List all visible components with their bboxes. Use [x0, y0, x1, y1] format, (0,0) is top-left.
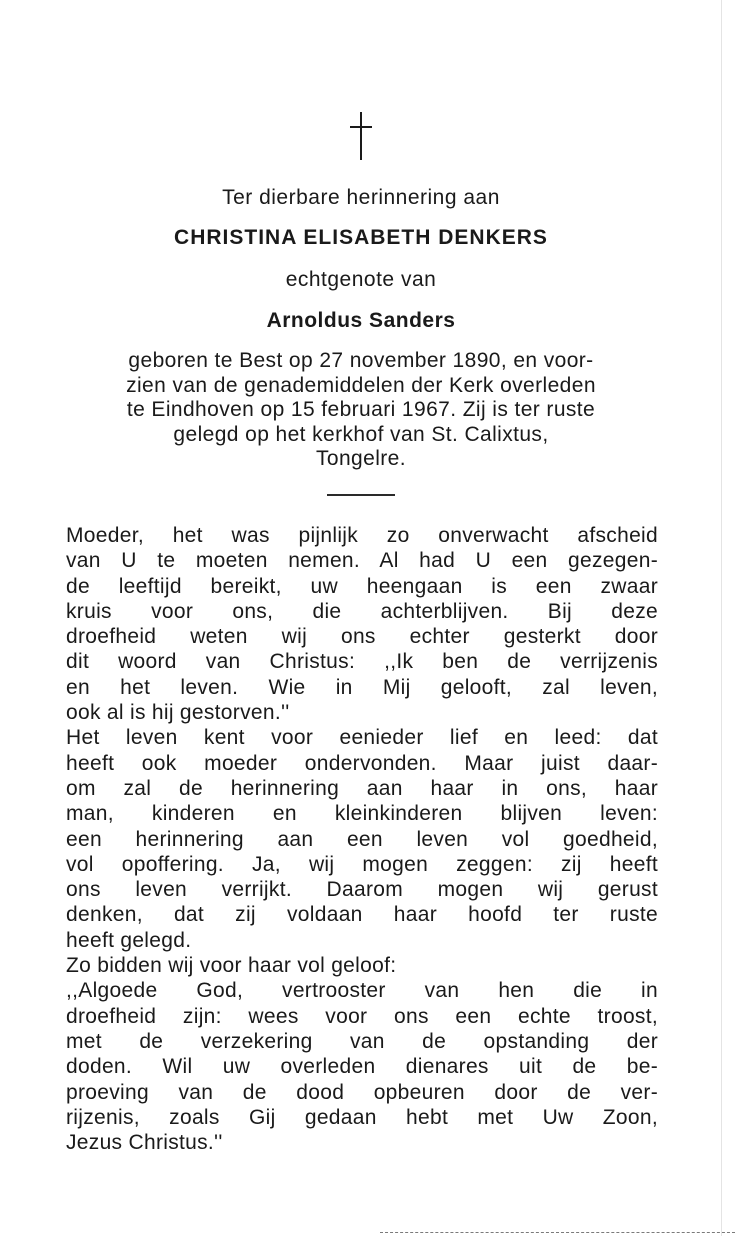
text-line: denken, dat zij voldaan haar hoofd ter ruste [66, 903, 658, 927]
memorial-text [66, 523, 658, 1155]
text-line: kruis voor ons, die achterblijven. Bij deze [66, 599, 658, 623]
text-line: met de verzekering van de opstanding der [66, 1029, 658, 1053]
text-line: Jezus Christus.'' [66, 1131, 223, 1155]
text-line: en het leven. Wie in Mij gelooft, zal leven, [66, 675, 658, 699]
text-line: heeft ook moeder ondervonden. Maar juist daar- [66, 751, 658, 775]
text-line: de leeftijd bereikt, uw heengaan is een zwaar [66, 574, 658, 598]
birth-line: te Eindhoven op 15 februari 1967. Zij is ter ruste [126, 398, 596, 421]
text-line: proeving van de dood opbeuren door de ver- [66, 1080, 658, 1104]
text-line: ook al is hij gestorven.'' [66, 701, 290, 725]
divider-line [327, 494, 395, 496]
text-line: dit woord van Christus: ,,Ik ben de verrijzenis [66, 650, 658, 674]
text-line: ons leven verrijkt. Daarom mogen wij gerust [66, 878, 658, 902]
text-line: Moeder, het was pijnlijk zo onverwacht afscheid [66, 524, 658, 547]
text-line: ,,Algoede God, vertrooster van hen die in [66, 979, 658, 1003]
text-line: doden. Wil uw overleden dienares uit de be- [66, 1055, 658, 1079]
intro-text: Ter dierbare herinnering aan [222, 186, 500, 209]
spouse-name: Arnoldus Sanders [266, 309, 456, 332]
deceased-name: CHRISTINA ELISABETH DENKERS [174, 226, 548, 249]
text-line: een herinnering aan een leven vol goedheid, [66, 827, 658, 851]
text-line: droefheid zijn: wees voor ons een echte troost, [66, 1004, 658, 1028]
spouse-label: echtgenote van [285, 268, 437, 291]
cross-icon [0, 112, 722, 162]
text-line: heeft gelegd. [66, 928, 192, 952]
text-line: van U te moeten nemen. Al had U een gezegen- [66, 549, 658, 573]
birth-death-details [0, 349, 722, 472]
text-line: man, kinderen en kleinkinderen blijven leven: [66, 802, 658, 826]
text-line: droefheid weten wij ons echter gesterkt door [66, 625, 658, 649]
text-line: om zal de herinnering aan haar in ons, haar [66, 776, 658, 800]
text-line: Het leven kent voor eenieder lief en leed: dat [66, 726, 658, 750]
birth-line: geboren te Best op 27 november 1890, en voor- [128, 349, 594, 372]
text-line: Zo bidden wij voor haar vol geloof: [66, 954, 397, 978]
card-edge [721, 0, 735, 1236]
birth-line: zien van de genademiddelen der Kerk overleden [126, 373, 596, 397]
birth-line: Tongelre. [316, 447, 406, 470]
birth-line: gelegd op het kerkhof van St. Calixtus, [173, 422, 549, 446]
text-line: rijzenis, zoals Gij gedaan hebt met Uw Zoon, [66, 1105, 658, 1129]
bottom-edge-line [380, 1232, 735, 1234]
text-line: vol opoffering. Ja, wij mogen zeggen: zij heeft [66, 852, 658, 876]
